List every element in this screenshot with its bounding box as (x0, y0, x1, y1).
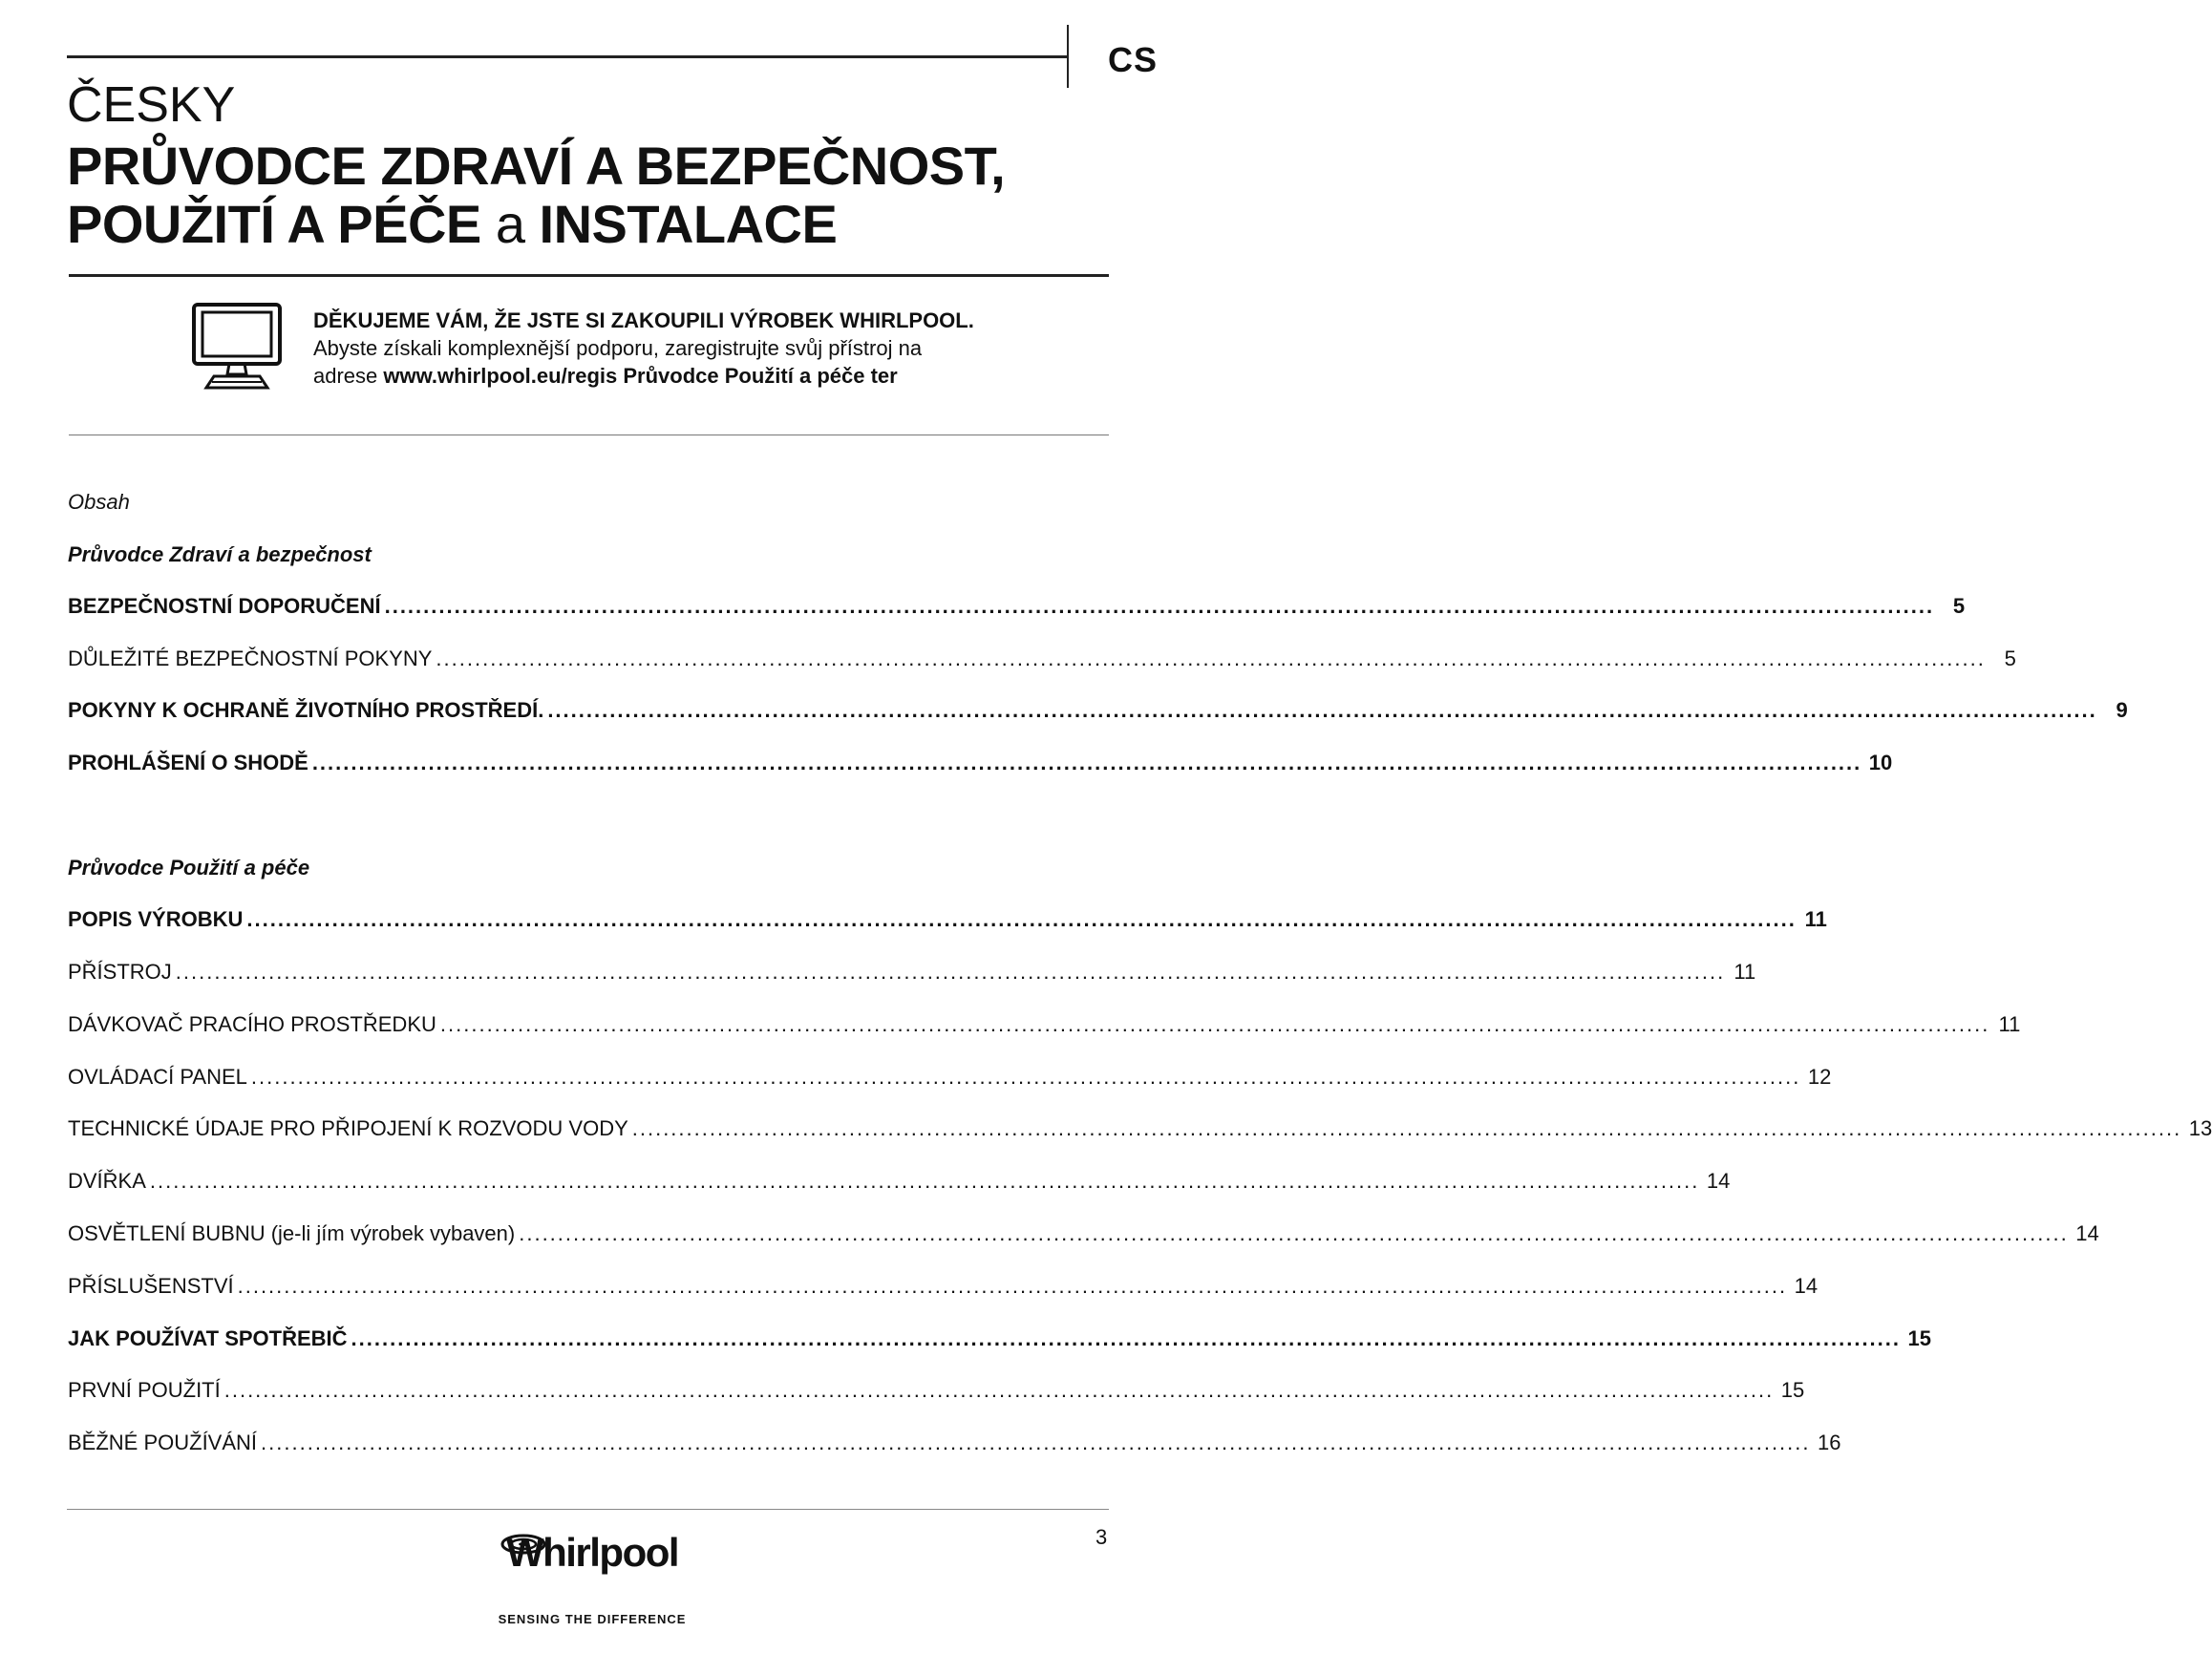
toc-leader: ........................................................................................................................................................................................................ (519, 1221, 2069, 1245)
title-part-use-care: POUŽITÍ A PÉČE (67, 194, 481, 254)
footer-rule (67, 1509, 1109, 1510)
toc-leader: ........................................................................................................................................................................................................ (223, 1378, 1775, 1402)
toc-entry-label: POKYNY K OCHRANĚ ŽIVOTNÍHO PROSTŘEDÍ. (68, 698, 544, 722)
toc-entry-page: 5 (1952, 594, 1966, 618)
toc-entry-important-safety[interactable] (68, 647, 2016, 675)
toc-leader: ........................................................................................................................................................................................................ (250, 1065, 1801, 1089)
title-part-installation: INSTALACE (539, 194, 838, 254)
toc-entry-label: PŘÍSLUŠENSTVÍ (68, 1274, 234, 1298)
registration-link[interactable]: www.whirlpool.eu/regis Průvodce Použití a péče ter (383, 364, 898, 388)
page-number: 3 (1095, 1525, 1108, 1549)
toc-entry-label: DÁVKOVAČ PRACÍHO PROSTŘEDKU (68, 1012, 436, 1036)
toc-leader: ........................................................................................................................................................................................................ (439, 1012, 1990, 1036)
toc-entry-page: 11 (1998, 1012, 2021, 1036)
toc-leader: ........................................................................................................................................................................................................ (246, 907, 1797, 931)
toc-entry-accessories[interactable] (68, 1274, 1819, 1303)
toc-entry-environment[interactable] (68, 698, 2128, 727)
toc-entry-label: TECHNICKÉ ÚDAJE PRO PŘIPOJENÍ K ROZVODU VODY (68, 1116, 628, 1140)
toc-entry-product-description[interactable] (68, 907, 1827, 936)
toc-entry-page: 12 (1807, 1065, 1832, 1089)
toc-entry-daily-use[interactable] (68, 1431, 1841, 1459)
toc-entry-page: 15 (1907, 1326, 1932, 1350)
toc-entry-label: POPIS VÝROBKU (68, 907, 244, 931)
toc-entry-water-connection[interactable] (68, 1116, 2212, 1145)
toc-leader: ........................................................................................................................................................................................................ (436, 647, 1986, 670)
toc-entry-page: 14 (2075, 1221, 2099, 1245)
toc-leader: ........................................................................................................................................................................................................ (237, 1274, 1788, 1298)
brand-name: Whirlpool (505, 1530, 679, 1575)
toc-entry-drum-light[interactable] (68, 1221, 2099, 1250)
toc-leader: ........................................................................................................................................................................................................ (261, 1431, 1811, 1454)
intro-thank-you: DĚKUJEME VÁM, ŽE JSTE SI ZAKOUPILI VÝROBEK WHIRLPOOL. (313, 308, 974, 332)
toc-leader: ........................................................................................................................................................................................................ (384, 594, 1935, 618)
title-rule (69, 274, 1109, 277)
toc-entry-page: 15 (1780, 1378, 1805, 1402)
intro-address-prefix: adrese (313, 364, 384, 388)
toc-entry-page: 14 (1794, 1274, 1819, 1298)
brand-tagline: SENSING THE DIFFERENCE (498, 1612, 687, 1626)
toc-entry-control-panel[interactable] (68, 1065, 1832, 1093)
toc-entry-door[interactable] (68, 1169, 1731, 1198)
main-title-line2 (67, 194, 838, 254)
intro-register-text: Abyste získali komplexnější podporu, zaregistrujte svůj přístroj na (313, 336, 923, 360)
toc-entry-declaration[interactable] (68, 751, 1893, 779)
toc-leader: ........................................................................................................................................................................................................ (149, 1169, 1700, 1193)
toc-entry-label: DŮLEŽITÉ BEZPEČNOSTNÍ POKYNY (68, 647, 433, 670)
toc-entry-label: OVLÁDACÍ PANEL (68, 1065, 247, 1089)
toc-leader: ........................................................................................................................................................................................................ (351, 1326, 1902, 1350)
toc-entry-page: 9 (2116, 698, 2128, 722)
toc-entry-label: PROHLÁŠENÍ O SHODĚ (68, 751, 308, 774)
toc-entry-page: 16 (1818, 1431, 1841, 1454)
intro-text (313, 307, 974, 390)
intro-address-line (313, 362, 974, 390)
toc-leader: ........................................................................................................................................................................................................ (311, 751, 1862, 774)
toc-entry-detergent-dispenser[interactable] (68, 1012, 2021, 1041)
toc-entry-page: 11 (1733, 960, 1756, 984)
toc-section-title-use-care: Průvodce Použití a péče (68, 856, 310, 880)
toc-entry-page: 14 (1706, 1169, 1731, 1193)
toc-entry-safety-recommendations[interactable] (68, 594, 1966, 623)
toc-entry-label: PŘÍSTROJ (68, 960, 172, 984)
toc-entry-label: DVÍŘKA (68, 1169, 146, 1193)
toc-entry-label: BEZPEČNOSTNÍ DOPORUČENÍ (68, 594, 381, 618)
main-title-line1: PRŮVODCE ZDRAVÍ A BEZPEČNOST, (67, 136, 1006, 196)
toc-heading: Obsah (68, 490, 130, 514)
toc-entry-page: 13 (2188, 1116, 2212, 1140)
toc-leader: ........................................................................................................................................................................................................ (175, 960, 1726, 984)
toc-entry-label: PRVNÍ POUŽITÍ (68, 1378, 221, 1402)
computer-monitor-icon (191, 302, 283, 390)
toc-entry-how-to-use[interactable] (68, 1326, 1932, 1355)
toc-entry-page: 10 (1868, 751, 1893, 774)
toc-entry-first-use[interactable] (68, 1378, 1805, 1407)
language-code: CS (1108, 40, 1159, 79)
toc-entry-label: JAK POUŽÍVAT SPOTŘEBIČ (68, 1326, 348, 1350)
toc-leader: ........................................................................................................................................................................................................ (547, 698, 2097, 722)
top-rule (67, 55, 1067, 58)
toc-entry-page: 5 (2004, 647, 2016, 670)
language-title: ČESKY (67, 77, 236, 133)
toc-section-title-health-safety: Průvodce Zdraví a bezpečnost (68, 542, 372, 566)
toc-entry-appliance[interactable] (68, 960, 1756, 988)
title-connector: a (480, 194, 540, 254)
toc-leader: ........................................................................................................................................................................................................ (631, 1116, 2182, 1140)
toc-entry-label: OSVĚTLENÍ BUBNU (je-li jím výrobek vybaven) (68, 1221, 516, 1245)
top-rule-vertical (1067, 25, 1069, 88)
toc-entry-page: 11 (1804, 907, 1827, 931)
toc-entry-label: BĚŽNÉ POUŽÍVÁNÍ (68, 1431, 258, 1454)
